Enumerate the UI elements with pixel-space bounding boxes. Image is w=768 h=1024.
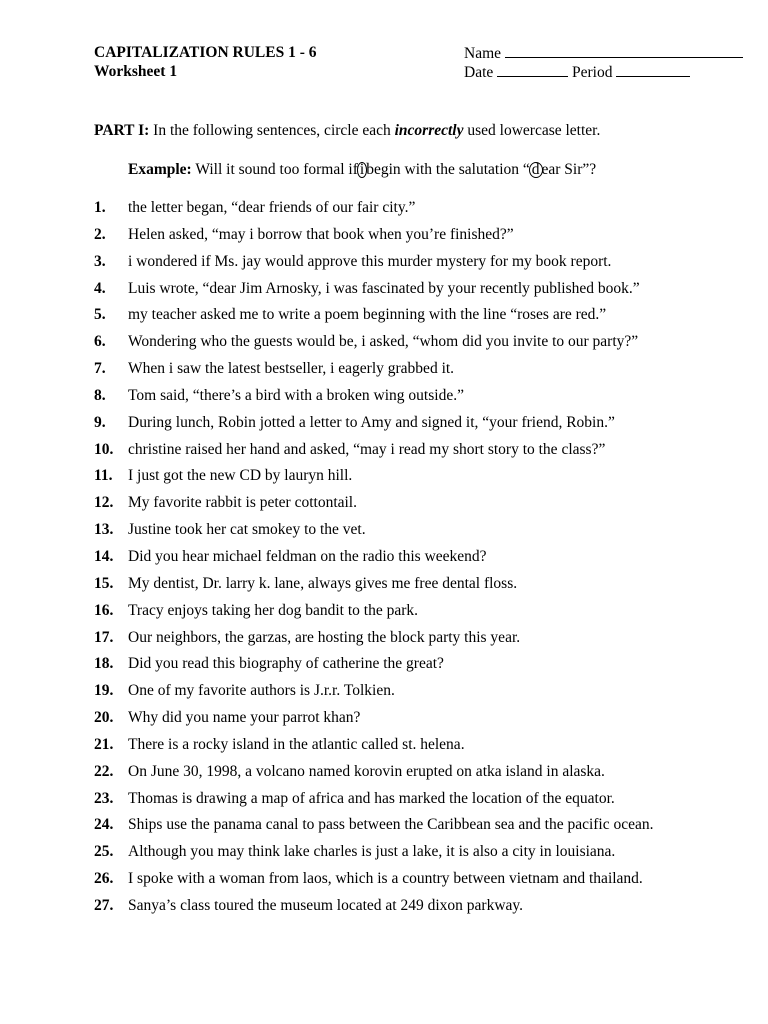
sentence-text[interactable]: Helen asked, “may i borrow that book when you’re finished?” xyxy=(128,225,514,243)
sentence-item xyxy=(94,681,754,708)
sentence-item xyxy=(94,815,754,842)
worksheet-title: CAPITALIZATION RULES 1 - 6 xyxy=(94,44,317,61)
part-text-after: used lowercase letter. xyxy=(467,122,601,139)
sentence-number: 24. xyxy=(94,816,114,834)
sentence-item xyxy=(94,547,754,574)
name-label: Name xyxy=(464,45,502,62)
sentence-item xyxy=(94,762,754,789)
example-seg-1: Will it sound too formal if xyxy=(195,161,358,178)
name-field xyxy=(464,43,743,64)
sentence-text[interactable]: Thomas is drawing a map of africa and has marked the location of the equator. xyxy=(128,789,615,807)
sentence-item xyxy=(94,708,754,735)
worksheet-subtitle: Worksheet 1 xyxy=(94,63,178,80)
sentence-number: 9. xyxy=(94,413,106,431)
sentence-number: 3. xyxy=(94,252,106,270)
sentence-item xyxy=(94,520,754,547)
sentence-item xyxy=(94,628,754,655)
sentence-item xyxy=(94,386,754,413)
sentence-number: 8. xyxy=(94,386,106,404)
sentence-text[interactable]: When i saw the latest bestseller, i eagerly grabbed it. xyxy=(128,360,455,378)
sentence-text[interactable]: My favorite rabbit is peter cottontail. xyxy=(128,494,357,512)
sentence-text[interactable]: Did you read this biography of catherine the great? xyxy=(128,655,444,673)
part-label: PART I: xyxy=(94,122,150,139)
sentence-text[interactable]: I spoke with a woman from laos, which is a country between vietnam and thailand. xyxy=(128,870,643,888)
sentence-number: 11. xyxy=(94,467,113,485)
sentence-number: 27. xyxy=(94,896,114,914)
part-instructions xyxy=(94,121,600,141)
sentence-number: 20. xyxy=(94,709,114,727)
sentence-text[interactable]: During lunch, Robin jotted a letter to Amy and signed it, “your friend, Robin.” xyxy=(128,413,615,431)
sentence-number: 16. xyxy=(94,601,114,619)
sentence-item xyxy=(94,869,754,896)
sentence-item xyxy=(94,466,754,493)
sentence-number: 14. xyxy=(94,547,114,565)
sentence-number: 10. xyxy=(94,440,114,458)
sentence-item xyxy=(94,896,754,923)
sentence-text[interactable]: I just got the new CD by lauryn hill. xyxy=(128,467,353,485)
date-period-field xyxy=(464,62,690,83)
sentence-text[interactable]: On June 30, 1998, a volcano named korovin erupted on atka island in alaska. xyxy=(128,762,605,780)
sentence-text[interactable]: Our neighbors, the garzas, are hosting the block party this year. xyxy=(128,628,521,646)
example-label: Example: xyxy=(128,161,192,178)
sentence-item xyxy=(94,252,754,279)
sentence-number: 6. xyxy=(94,333,106,351)
sentence-item xyxy=(94,601,754,628)
sentence-text[interactable]: Why did you name your parrot khan? xyxy=(128,709,361,727)
sentence-number: 23. xyxy=(94,789,114,807)
sentence-item xyxy=(94,735,754,762)
sentence-number: 26. xyxy=(94,870,114,888)
date-label: Date xyxy=(464,64,494,81)
sentence-item xyxy=(94,440,754,467)
circled-letter-i: i xyxy=(357,162,367,178)
sentence-text[interactable]: There is a rocky island in the atlantic called st. helena. xyxy=(128,735,465,753)
sentence-text[interactable]: Tracy enjoys taking her dog bandit to the park. xyxy=(128,601,418,619)
sentence-number: 18. xyxy=(94,655,114,673)
sentence-item xyxy=(94,305,754,332)
sentence-item xyxy=(94,332,754,359)
sentence-item xyxy=(94,225,754,252)
sentence-text[interactable]: Although you may think lake charles is just a lake, it is also a city in louisiana. xyxy=(128,843,616,861)
period-blank[interactable] xyxy=(616,62,690,77)
sentence-text[interactable]: the letter began, “dear friends of our fair city.” xyxy=(128,199,416,216)
sentence-text[interactable]: christine raised her hand and asked, “may i read my short story to the class?” xyxy=(128,440,606,458)
sentence-text[interactable]: My dentist, Dr. larry k. lane, always gives me free dental floss. xyxy=(128,574,518,592)
sentence-number: 15. xyxy=(94,574,114,592)
sentence-list xyxy=(94,198,754,923)
name-blank[interactable] xyxy=(505,43,743,58)
sentence-item xyxy=(94,279,754,306)
date-blank[interactable] xyxy=(497,62,568,77)
sentence-text[interactable]: Tom said, “there’s a bird with a broken wing outside.” xyxy=(128,386,464,404)
example-sentence xyxy=(128,160,596,180)
sentence-number: 7. xyxy=(94,360,106,378)
sentence-item xyxy=(94,574,754,601)
sentence-number: 17. xyxy=(94,628,114,646)
sentence-number: 21. xyxy=(94,735,114,753)
sentence-item xyxy=(94,198,754,225)
sentence-item xyxy=(94,413,754,440)
sentence-item xyxy=(94,842,754,869)
sentence-text[interactable]: i wondered if Ms. jay would approve this murder mystery for my book report. xyxy=(128,252,612,270)
sentence-item xyxy=(94,493,754,520)
sentence-number: 12. xyxy=(94,494,114,512)
sentence-item xyxy=(94,789,754,816)
sentence-text[interactable]: Did you hear michael feldman on the radio this weekend? xyxy=(128,547,487,565)
sentence-number: 19. xyxy=(94,682,114,700)
sentence-number: 22. xyxy=(94,762,114,780)
sentence-number: 13. xyxy=(94,521,114,539)
example-seg-3: ear Sir”? xyxy=(541,161,597,178)
sentence-item xyxy=(94,359,754,386)
sentence-number: 4. xyxy=(94,279,106,297)
part-text-before: In the following sentences, circle each xyxy=(153,122,391,139)
sentence-text[interactable]: Wondering who the guests would be, i asked, “whom did you invite to our party?” xyxy=(128,333,639,351)
sentence-number: 5. xyxy=(94,306,106,324)
sentence-text[interactable]: Justine took her cat smokey to the vet. xyxy=(128,521,366,539)
sentence-text[interactable]: Sanya’s class toured the museum located at 249 dixon parkway. xyxy=(128,896,524,914)
period-label: Period xyxy=(572,64,613,81)
circled-letter-d: d xyxy=(529,162,543,178)
sentence-number: 1. xyxy=(94,199,106,216)
example-seg-2: begin with the salutation “ xyxy=(366,161,530,178)
sentence-number: 25. xyxy=(94,843,114,861)
sentence-text[interactable]: Ships use the panama canal to pass between the Caribbean sea and the pacific ocean. xyxy=(128,816,654,834)
sentence-text[interactable]: my teacher asked me to write a poem beginning with the line “roses are red.” xyxy=(128,306,607,324)
part-emphasis: incorrectly xyxy=(394,122,464,139)
sentence-number: 2. xyxy=(94,225,106,243)
sentence-text[interactable]: One of my favorite authors is J.r.r. Tolkien. xyxy=(128,682,395,700)
sentence-item xyxy=(94,654,754,681)
sentence-text[interactable]: Luis wrote, “dear Jim Arnosky, i was fascinated by your recently published book.” xyxy=(128,279,640,297)
